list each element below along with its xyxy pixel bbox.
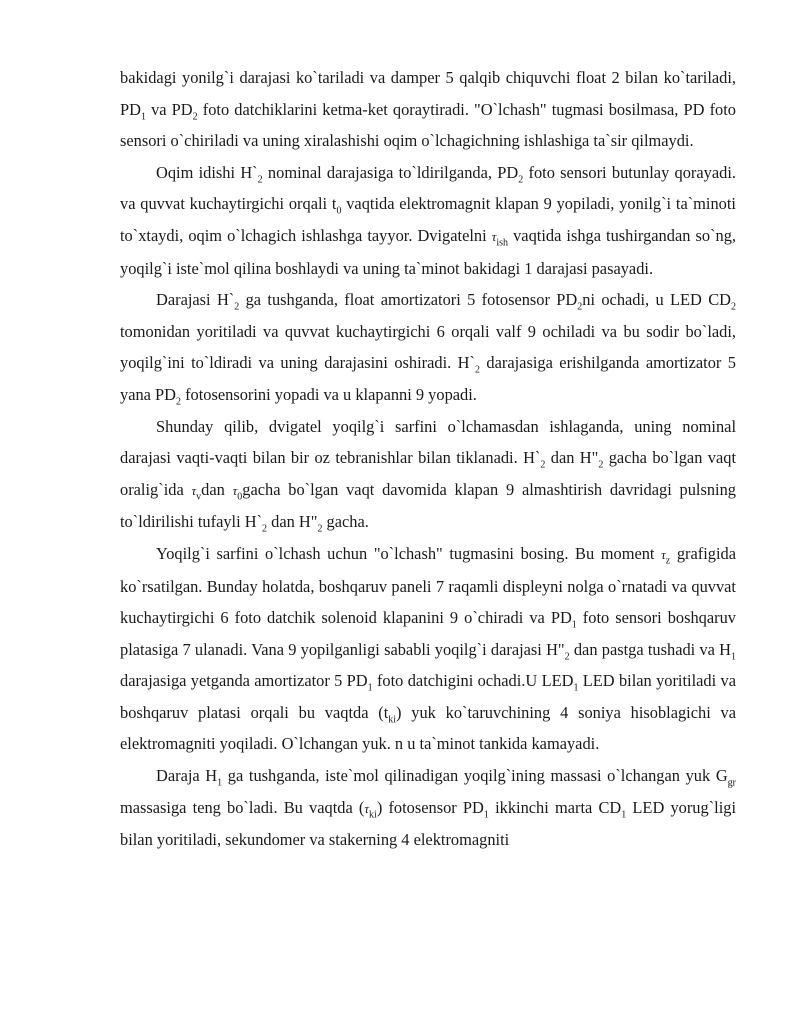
- text-run: gacha bo`lgan vaqt davomida klapan 9 almashtirish davridagi pulsning to`ldirilishi tufayli H`: [120, 479, 736, 532]
- subscript: gr: [727, 777, 736, 789]
- text-run: foto datchiklarini ketma-ket qoraytiradi. "O`lchash" tugmasi bosilmasa, PD foto sensori o`chiriladi va uning xiralashishi oqim o`lchagichning ishlashiga ta`sir qilmaydi.: [120, 99, 736, 151]
- greek-symbol: τ: [364, 800, 370, 816]
- subscript: 0: [336, 205, 342, 217]
- text-run: va PD: [145, 99, 193, 119]
- subscript: 2: [540, 459, 546, 471]
- subscript: 2: [317, 523, 323, 535]
- text-run: Shunday qilib, dvigatel yoqilg`i sarfini o`lchamasdan ishlaganda, uning nominal darajasi vaqti-vaqti bilan bir oz tebranishlar bilan tiklanadi. H`: [120, 416, 736, 468]
- subscript: 2: [564, 650, 570, 662]
- subscript: 1: [367, 682, 373, 694]
- text-run: Yoqilg`i sarfini o`lchash uchun "o`lchash" tugmasini bosing. Bu moment: [156, 543, 662, 563]
- text-run: ga tushganda, iste`mol qilinadigan yoqilg`ining massasi o`lchangan yuk G: [222, 766, 728, 786]
- subscript: 1: [621, 808, 627, 820]
- paragraph-1: [120, 62, 736, 157]
- text-run: massasiga teng bo`ladi. Bu vaqtda (: [120, 797, 365, 817]
- subscript: 2: [262, 523, 268, 535]
- text-run: dan H": [545, 448, 599, 468]
- text-run: bakidagi yonilg`i darajasi ko`tariladi va damper 5 qalqib chiquvchi float 2 bilan ko`tariladi, PD: [120, 68, 736, 119]
- subscript: ki: [388, 714, 397, 726]
- subscript: 1: [483, 808, 489, 820]
- paragraph-5: [120, 538, 736, 760]
- text-run: foto sensori boshqaruv platasiga 7 ulanadi. Vana 9 yopilganligi sababli yoqilg`i darajasi H": [120, 608, 736, 659]
- paragraph-6: [120, 760, 736, 856]
- text-run: Oqim idishi H`: [156, 162, 258, 182]
- paragraph-4: [120, 411, 736, 538]
- subscript: 1: [573, 682, 579, 694]
- greek-symbol: τ: [232, 482, 238, 498]
- greek-symbol: τ: [491, 228, 497, 244]
- text-run: ga tushganda, float amortizatori 5 fotosensor PD: [239, 290, 578, 310]
- text-run: gacha.: [322, 512, 369, 532]
- subscript: 1: [571, 619, 577, 631]
- subscript: ish: [496, 237, 509, 249]
- text-run: LED yorug`ligi bilan yoritiladi, sekundomer va stakerning 4 elektromagniti: [120, 797, 737, 850]
- text-run: Daraja H: [156, 766, 218, 786]
- text-run: foto sensori butunlay qorayadi. va quvvat kuchaytirgichi orqali t: [120, 162, 736, 214]
- subscript: 2: [234, 301, 240, 313]
- text-run: darajasiga yetganda amortizator 5 PD: [120, 671, 368, 691]
- document-page: [120, 62, 736, 856]
- text-run: vaqtida elektromagnit klapan 9 yopiladi, yonilg`i ta`minoti to`xtaydi, oqim o`lchagich ishlashga tayyor. Dvigatelni: [120, 194, 736, 245]
- text-run: dan pastga tushadi va H: [569, 639, 731, 659]
- text-run: fotosensorini yopadi va u klapanni 9 yopadi.: [181, 384, 477, 404]
- text-run: ni ochadi, u LED CD: [582, 290, 731, 310]
- subscript: ki: [369, 808, 377, 820]
- text-run: dan: [201, 479, 233, 499]
- text-run: ikkinchi marta CD: [488, 797, 622, 817]
- subscript: 2: [192, 110, 198, 122]
- text-run: grafigida ko`rsatilgan. Bunday holatda, boshqaruv paneli 7 raqamli displeyni nolga o`rnatadi va quvvat kuchaytirgichi 6 foto datchik solenoid klapanini 9 o`chiradi va PD: [120, 543, 736, 628]
- subscript: 1: [217, 777, 223, 789]
- text-run: Darajasi H`: [156, 290, 235, 310]
- text-run: nominal darajasiga to`ldirilganda, PD: [262, 162, 519, 182]
- greek-symbol: τ: [191, 482, 197, 498]
- subscript: 2: [577, 301, 583, 313]
- text-run: LED bilan yoritiladi va boshqaruv platasi orqali bu vaqtda (t: [120, 671, 736, 722]
- subscript: z: [665, 555, 671, 567]
- text-run: ) fotosensor PD: [376, 797, 484, 817]
- text-run: gacha bo`lgan vaqt oralig`ida: [120, 448, 736, 499]
- subscript: v: [196, 491, 202, 502]
- subscript: 2: [474, 364, 480, 376]
- subscript: 2: [598, 459, 604, 471]
- text-run: darajasiga erishilganda amortizator 5 yana PD: [120, 353, 737, 404]
- subscript: 2: [731, 301, 736, 313]
- subscript: 1: [731, 650, 736, 662]
- subscript: 0: [237, 491, 243, 502]
- subscript: 2: [518, 174, 524, 186]
- subscript: 1: [140, 110, 146, 122]
- subscript: 2: [176, 396, 181, 408]
- paragraph-2: [120, 157, 736, 284]
- text-run: foto datchigini ochadi.U LED: [372, 671, 574, 691]
- text-run: ) yuk ko`taruvchining 4 soniya hisoblagichi va elektromagniti yoqiladi. O`lchangan yuk. n u ta`minot tankida kamayadi.: [120, 702, 736, 754]
- text-run: dan H": [267, 512, 318, 532]
- text-run: tomonidan yoritiladi va quvvat kuchaytirgichi 6 orqali valf 9 ochiladi va bu sodir bo`ladi, yoqilg`ini to`ldiradi va uning darajasini oshiradi. H`: [120, 321, 736, 373]
- subscript: 2: [257, 174, 263, 186]
- paragraph-3: [120, 284, 736, 410]
- text-run: vaqtida ishga tushirgandan so`ng, yoqilg`i iste`mol qilina boshlaydi va uning ta`minot bakidagi 1 darajasi pasayadi.: [120, 225, 736, 278]
- greek-symbol: τ: [661, 546, 666, 562]
